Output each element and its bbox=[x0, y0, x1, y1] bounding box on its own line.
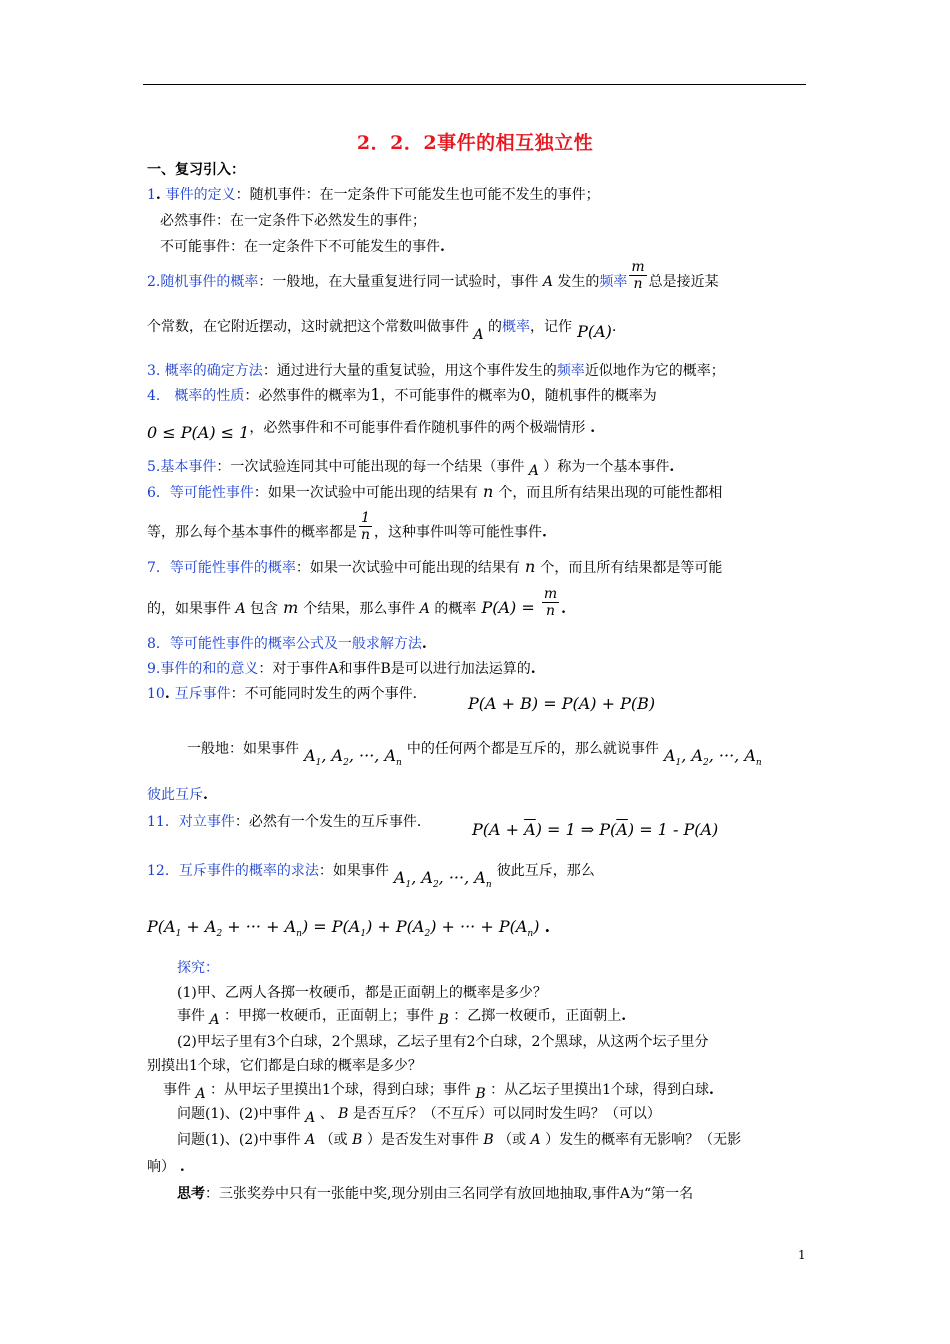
question-2: (2)甲坛子里有3个白球，2个黑球，乙坛子里有2个白球，2个黑球，从这两个坛子里分 bbox=[177, 1034, 709, 1050]
page-title: 2．2．2事件的相互独立性 bbox=[356, 132, 594, 154]
item-6: 6．等可能性事件：如果一次试验中可能出现的结果有 n 个，而且所有结果出现的可能性都相 bbox=[147, 482, 723, 501]
formula-complement: $P(A + \overline{A}) = 1$ ⇒ $P(\overline{A}) = 1 - P(A)$ bbox=[472, 820, 719, 839]
explore-heading: 探究： bbox=[177, 960, 219, 976]
item-7-cont: 的，如果事件 A 包含 m 个结果，那么事件 A 的概率 P(A) = $\frac{m}{n}$ . bbox=[147, 585, 566, 619]
item-2: 2.随机事件的概率：一般地，在大量重复进行同一试验时，事件 A 发生的频率 $\frac{m}{n}$ 总是接近某 bbox=[147, 258, 719, 292]
item-8: 8．等可能性事件的概率公式及一般求解方法. bbox=[147, 636, 427, 652]
item-10-mutual: 彼此互斥. bbox=[147, 787, 208, 803]
item-9: 9.事件的和的意义：对于事件A和事件B是可以进行加法运算的. bbox=[147, 661, 536, 677]
item-11: 11．对立事件：必然有一个发生的互斥事件． bbox=[147, 814, 431, 830]
item-5: 5.基本事件：一次试验连同其中可能出现的每一个结果（事件 A ）称为一个基本事件. bbox=[147, 459, 675, 479]
item-3: 3. 概率的确定方法：通过进行大量的重复试验，用这个事件发生的频率近似地作为它的概率； bbox=[147, 363, 725, 379]
question-2-events: 事件 A ：从甲坛子里摸出1个球，得到白球；事件 B ：从乙坛子里摸出1个球，得到白球. bbox=[163, 1082, 714, 1102]
item-12: 12．互斥事件的概率的求法：如果事件 $A_1$, $A_2$, ···, $A_n$ 彼此互斥，那么 bbox=[147, 863, 595, 890]
formula-addition: P(A + B) = P(A) + P(B) bbox=[468, 694, 656, 713]
think-paragraph: 思考：三张奖券中只有一张能中奖,现分别由三名同学有放回地抽取,事件A为“第一名 bbox=[177, 1186, 694, 1202]
item-10-general: 一般地：如果事件 $A_1$, $A_2$, ···, $A_n$ 中的任何两个都是互斥的，那么就说事件 $A_1$, $A_2$, ···, $A_n$ bbox=[187, 741, 762, 768]
page-number: 1 bbox=[798, 1248, 806, 1262]
item-6-cont: 等，那么每个基本事件的概率都是 $\frac{1}{n}$ ，这种事件叫等可能性事件. bbox=[147, 510, 547, 543]
header-rule bbox=[143, 84, 806, 85]
item-4: 4． 概率的性质：必然事件的概率为1，不可能事件的概率为0，随机事件的概率为 bbox=[147, 385, 657, 404]
question-4: 问题(1)、(2)中事件 A （或 B ）是否发生对事件 B （或 A ）发生的概率有无影响？（无影 bbox=[177, 1132, 742, 1148]
item-10: 10. 互斥事件：不可能同时发生的两个事件． bbox=[147, 686, 427, 702]
item-1-impossible: 不可能事件：在一定条件下不可能发生的事件. bbox=[160, 239, 445, 255]
question-1: (1)甲、乙两人各掷一枚硬币，都是正面朝上的概率是多少？ bbox=[177, 985, 547, 1001]
item-2-cont: 个常数，在它附近摆动，这时就把这个常数叫做事件 A 的概率，记作 P(A). bbox=[147, 319, 617, 343]
formula-sum: $P(A_1 + A_2$ + ··· + $A_n) = P(A_1) + P(A_2)$ + ··· + $P(A_n)$ . bbox=[147, 917, 551, 939]
question-2-cont: 别摸出1个球，它们都是白球的概率是多少？ bbox=[147, 1058, 422, 1074]
item-4-cont: 0 ≤ P(A) ≤ 1，必然事件和不可能事件看作随机事件的两个极端情形 . bbox=[147, 420, 596, 442]
item-7: 7．等可能性事件的概率：如果一次试验中可能出现的结果有 n 个，而且所有结果都是等可能 bbox=[147, 557, 723, 576]
question-3: 问题(1)、(2)中事件 A 、 B 是否互斥？（不互斥）可以同时发生吗？（可以） bbox=[177, 1106, 661, 1126]
question-4-cont: 响） . bbox=[147, 1159, 185, 1175]
item-1-certain: 必然事件：在一定条件下必然发生的事件； bbox=[160, 213, 426, 229]
question-1-events: 事件 A ：甲掷一枚硬币，正面朝上；事件 B ：乙掷一枚硬币，正面朝上. bbox=[177, 1008, 627, 1028]
section-heading: 一、复习引入： bbox=[147, 162, 245, 178]
item-1: 1. 事件的定义：随机事件：在一定条件下可能发生也可能不发生的事件； bbox=[147, 187, 600, 203]
